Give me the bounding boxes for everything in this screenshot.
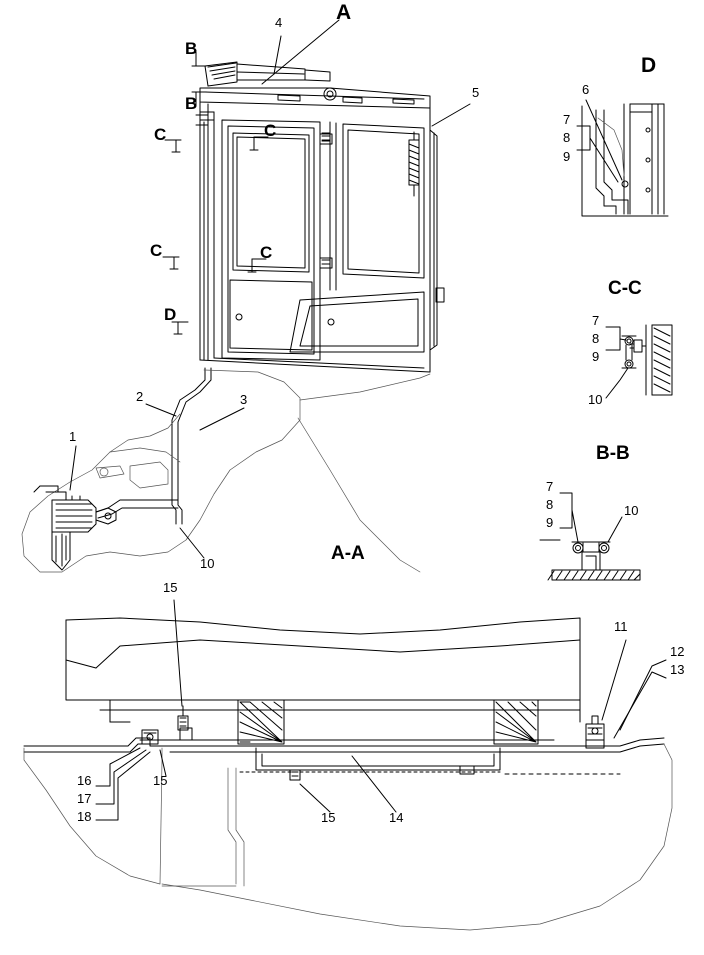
section-mark-b-lower: B xyxy=(185,94,198,113)
cab-main-view xyxy=(163,20,470,372)
section-mark-c-left-lower: C xyxy=(150,241,163,260)
callout-15-left: 15 xyxy=(153,773,168,788)
callout-14: 14 xyxy=(389,810,404,825)
callout-9-cc: 9 xyxy=(592,349,600,364)
callout-15-bottom: 15 xyxy=(321,810,336,825)
pump-hose-assembly xyxy=(22,368,430,572)
callout-9-bb: 9 xyxy=(546,515,554,530)
callout-16: 16 xyxy=(77,773,92,788)
callout-6: 6 xyxy=(582,82,590,97)
section-cc-title: C-C xyxy=(608,278,642,299)
callout-7-detail-d: 7 xyxy=(563,112,571,127)
callout-4: 4 xyxy=(275,15,283,30)
callout-7-bb: 7 xyxy=(546,479,554,494)
section-aa-title: A-A xyxy=(331,543,365,564)
callout-3: 3 xyxy=(240,392,248,407)
section-cc-view xyxy=(606,325,672,398)
section-mark-c-left-upper: C xyxy=(154,125,167,144)
section-aa-view xyxy=(24,600,672,930)
detail-d-title: D xyxy=(641,54,657,77)
callout-18: 18 xyxy=(77,809,92,824)
callout-1: 1 xyxy=(69,429,77,444)
callout-5: 5 xyxy=(472,85,480,100)
callout-17: 17 xyxy=(77,791,92,806)
callout-11: 11 xyxy=(614,619,628,634)
section-mark-c-right-lower: C xyxy=(260,243,273,262)
section-mark-c-right-upper: C xyxy=(264,121,277,140)
section-mark-b-upper: B xyxy=(185,39,198,58)
callout-13: 13 xyxy=(670,662,685,677)
section-bb-title: B-B xyxy=(596,443,630,464)
callout-10-main: 10 xyxy=(200,556,215,571)
callout-10-cc: 10 xyxy=(588,392,603,407)
callout-8-bb: 8 xyxy=(546,497,554,512)
callout-12: 12 xyxy=(670,644,685,659)
callout-8-detail-d: 8 xyxy=(563,130,571,145)
section-mark-a: A xyxy=(336,1,352,24)
callout-8-cc: 8 xyxy=(592,331,600,346)
callout-9-detail-d: 9 xyxy=(563,149,571,164)
detail-d-view xyxy=(577,100,668,216)
callout-15-top: 15 xyxy=(163,580,178,595)
callout-7-cc: 7 xyxy=(592,313,600,328)
callout-10-bb: 10 xyxy=(624,503,639,518)
callout-2: 2 xyxy=(136,389,144,404)
section-mark-d-left: D xyxy=(164,305,177,324)
